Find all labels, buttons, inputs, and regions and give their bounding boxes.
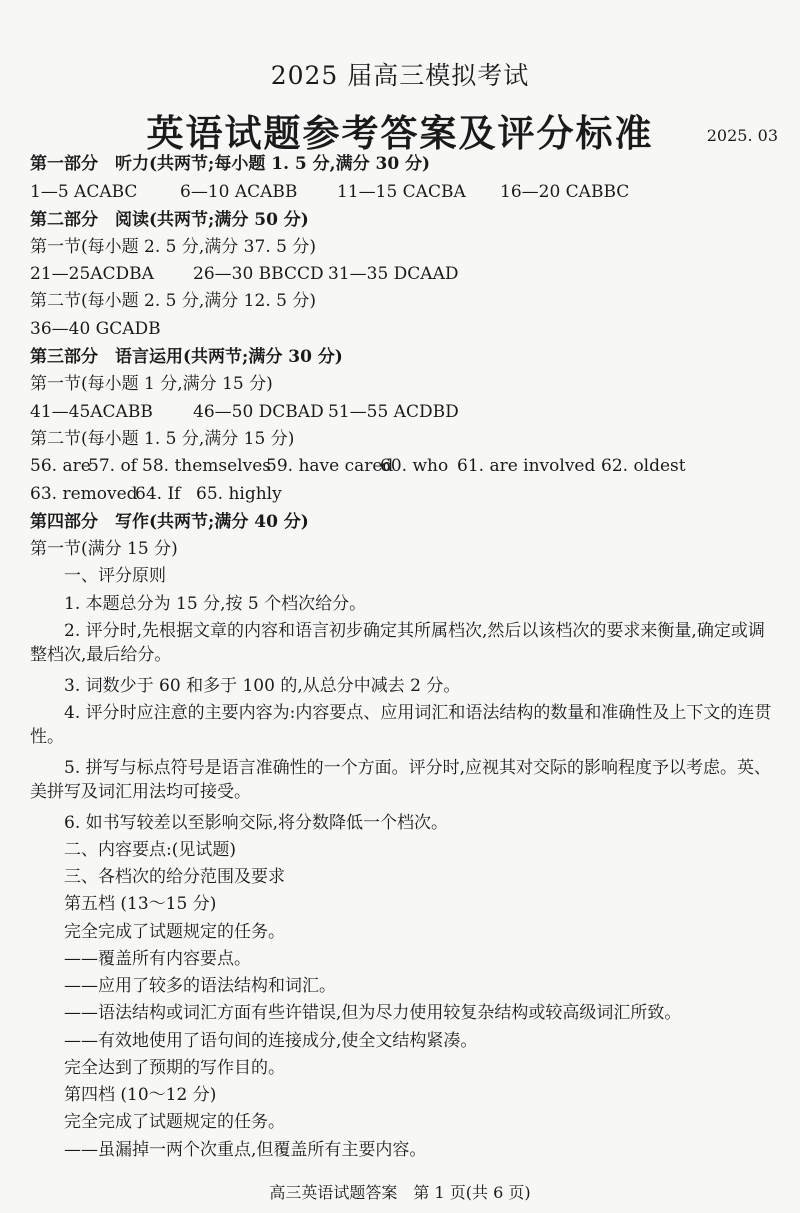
answer-item: 65. highly: [196, 484, 282, 504]
answer-item: 60. who: [380, 456, 449, 476]
part2-answers1: [30, 262, 459, 286]
level5-text: 完全达到了预期的写作目的。: [64, 1058, 285, 1078]
level5-text: ——覆盖所有内容要点。: [64, 949, 251, 969]
principle-3: 3. 词数少于 60 和多于 100 的,从总分中减去 2 分。: [64, 676, 461, 696]
part2-section2: 第二节(每小题 2. 5 分,满分 12. 5 分): [30, 291, 316, 311]
answer-group: 31—35 DCAAD: [328, 264, 459, 284]
level5-text: ——应用了较多的语法结构和词汇。: [64, 976, 336, 996]
ranges-title: 三、各档次的给分范围及要求: [64, 867, 285, 887]
exam-title: 2025 届高三模拟考试: [270, 61, 530, 90]
answer-group: 1—5 ACABC: [30, 182, 138, 202]
answer-item: 59. have cared: [266, 456, 394, 476]
part3-answers1: [30, 400, 459, 424]
answer-group: 41—45ACABB: [30, 402, 153, 422]
answer-group: 6—10 ACABB: [180, 182, 298, 202]
level4-text: ——虽漏掉一两个次重点,但覆盖所有主要内容。: [64, 1140, 427, 1160]
principle-5: 5. 拼写与标点符号是语言准确性的一个方面。评分时,应视其对交际的影响程度予以考虑。英、美拼写及词汇用法均可接受。: [30, 758, 772, 802]
level5-title: 第五档 (13～15 分): [64, 894, 217, 914]
answer-group: 11—15 CACBA: [337, 182, 466, 202]
part1-answers: [30, 180, 629, 204]
part1-heading: 第一部分 听力(共两节;每小题 1. 5 分,满分 30 分): [30, 154, 431, 174]
principle-2: 2. 评分时,先根据文章的内容和语言初步确定其所属档次,然后以该档次的要求来衡量,确定或调整档次,最后给分。: [30, 621, 765, 665]
part4-heading: 第四部分 写作(共两节;满分 40 分): [30, 512, 309, 532]
answer-group: 16—20 CABBC: [500, 182, 630, 202]
level4-text: 完全完成了试题规定的任务。: [64, 1112, 285, 1132]
part3-answers2b: [30, 482, 282, 506]
part3-answers2a: [30, 454, 686, 478]
answer-group: 51—55 ACDBD: [328, 402, 459, 422]
part3-section2: 第二节(每小题 1. 5 分,满分 15 分): [30, 429, 295, 449]
answer-item: 57. of: [88, 456, 137, 476]
level5-text: ——语法结构或词汇方面有些许错误,但为尽力使用较复杂结构或较高级词汇所致。: [64, 1003, 682, 1023]
answer-item: 64. If: [135, 484, 181, 504]
answer-item: 62. oldest: [601, 456, 686, 476]
principle-1: 1. 本题总分为 15 分,按 5 个档次给分。: [64, 594, 367, 614]
page-footer: 高三英语试题答案 第 1 页(共 6 页): [269, 1183, 531, 1202]
answer-group: 46—50 DCBAD: [193, 402, 324, 422]
answer-group: 26—30 BBCCD: [193, 264, 324, 284]
answer-item: 56. are: [30, 456, 91, 476]
answer-item: 63. removed: [30, 484, 138, 504]
part2-heading: 第二部分 阅读(共两节;满分 50 分): [30, 210, 309, 230]
content-points: 二、内容要点:(见试题): [64, 840, 236, 860]
document-date: 2025. 03: [706, 126, 778, 145]
principle-4: 4. 评分时应注意的主要内容为:内容要点、应用词汇和语法结构的数量和准确性及上下文的连贯性。: [30, 703, 772, 747]
answer-item: 61. are involved: [457, 456, 596, 476]
answer-group: 21—25ACDBA: [30, 264, 154, 284]
document-title: 英语试题参考答案及评分标准: [146, 111, 654, 155]
level4-title: 第四档 (10～12 分): [64, 1085, 217, 1105]
part4-section1: 第一节(满分 15 分): [30, 539, 178, 559]
level5-text: ——有效地使用了语句间的连接成分,使全文结构紧凑。: [64, 1031, 478, 1051]
part2-section1: 第一节(每小题 2. 5 分,满分 37. 5 分): [30, 237, 316, 257]
principles-title: 一、评分原则: [64, 566, 166, 586]
principle-6: 6. 如书写较差以至影响交际,将分数降低一个档次。: [64, 813, 449, 833]
part3-section1: 第一节(每小题 1 分,满分 15 分): [30, 374, 273, 394]
level5-text: 完全完成了试题规定的任务。: [64, 922, 285, 942]
answer-item: 58. themselves: [142, 456, 272, 476]
part2-answers2: 36—40 GCADB: [30, 319, 161, 339]
part3-heading: 第三部分 语言运用(共两节;满分 30 分): [30, 347, 343, 367]
